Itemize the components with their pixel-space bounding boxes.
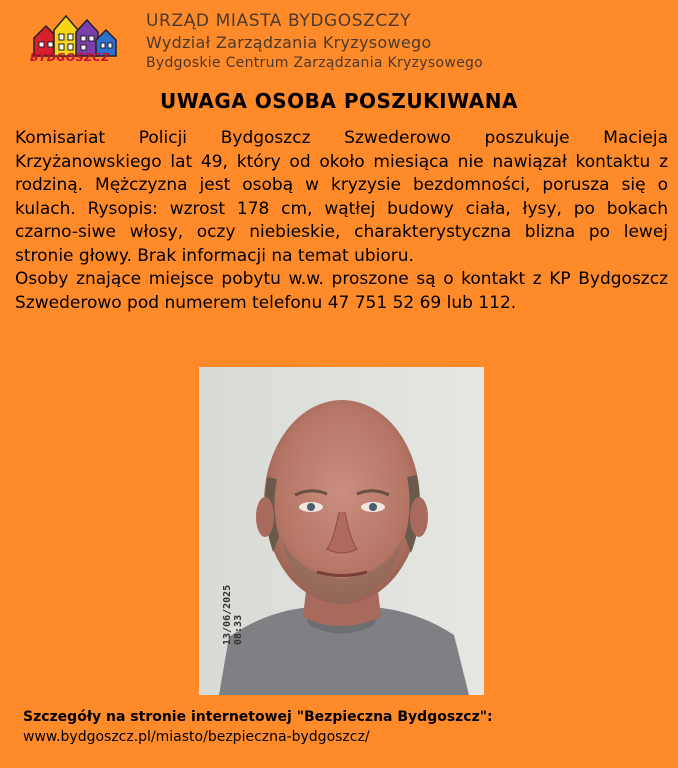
- city-logo: [26, 12, 134, 82]
- missing-person-photo: [199, 367, 484, 695]
- photo-date: 13/06/2025: [222, 584, 233, 645]
- photo-time: 08:33: [233, 614, 244, 645]
- details-link[interactable]: www.bydgoszcz.pl/miasto/bezpieczna-bydgoszcz/: [23, 729, 370, 745]
- page-title: UWAGA OSOBA POSZUKIWANA: [160, 89, 518, 113]
- notice-body: [15, 127, 668, 315]
- footer: [23, 708, 663, 748]
- contact-paragraph: Osoby znające miejsce pobytu w.w. proszone są o kontakt z KP Bydgoszcz Szwederowo pod numerem telefonu 47 751 52 69 lub 112.: [15, 269, 668, 313]
- org-name: URZĄD MIASTA BYDGOSZCZY: [146, 11, 412, 31]
- details-label: Szczegóły na stronie internetowej "Bezpieczna Bydgoszcz":: [23, 709, 493, 725]
- org-center: Bydgoskie Centrum Zarządzania Kryzysowego: [146, 55, 484, 71]
- header: [0, 0, 678, 84]
- organization-block: [146, 10, 483, 72]
- city-houses-icon: [26, 12, 134, 82]
- portrait-image: [199, 367, 484, 695]
- description-paragraph: Komisariat Policji Bydgoszcz Szwederowo poszukuje Macieja Krzyżanowskiego lat 49, który od około miesiąca nie nawiązał kontaktu z rodziną. Mężczyzna jest osobą w kryzysie bezdomności, porusza się o kulach. Rysopis: wzrost 178 cm, wątłej budowy ciała, łysy, po bokach czarno-siwe włosy, oczy niebieskie, charakterystyczna blizna po lewej stronie głowy. Brak informacji na temat ubioru.: [15, 128, 668, 266]
- photo-timestamp: [222, 575, 244, 645]
- org-department: Wydział Zarządzania Kryzysowego: [146, 33, 432, 52]
- logo-wordmark: BYDGOSZCZ: [30, 51, 110, 64]
